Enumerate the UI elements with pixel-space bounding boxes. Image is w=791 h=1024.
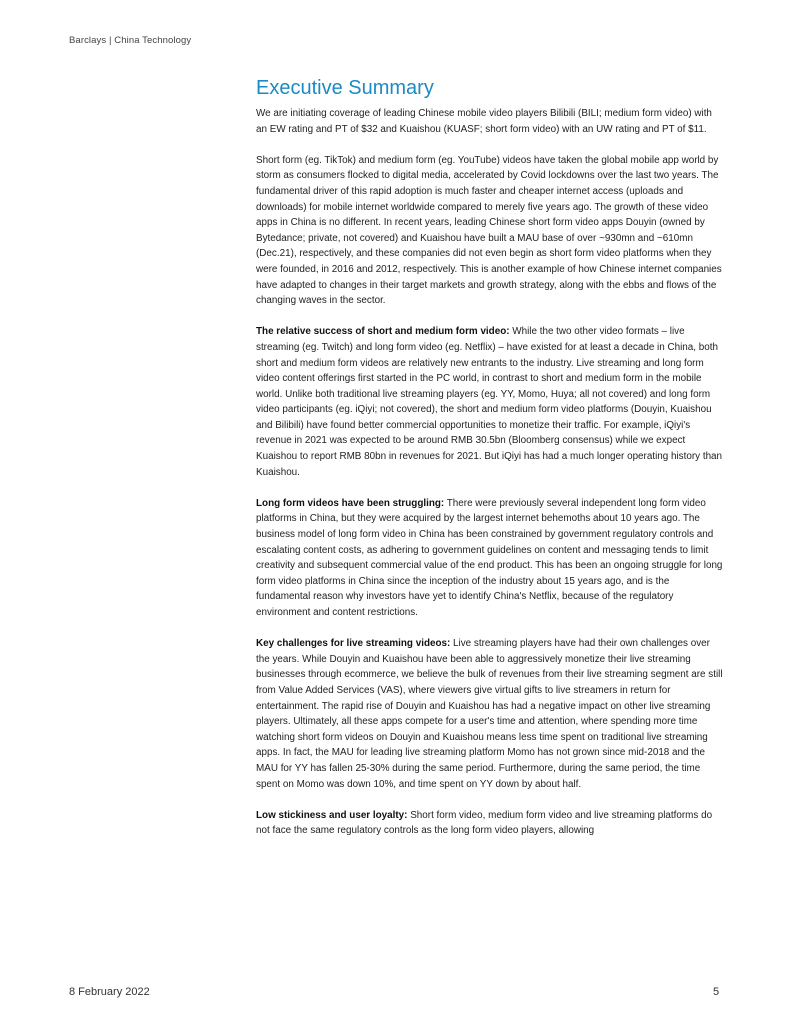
footer-date: 8 February 2022 <box>69 986 150 998</box>
paragraph-text: Live streaming players have had their own challenges over the years. While Douyin and Kuaishou have been able to aggressively monetize their live streaming businesses through ecommerce, we believe the bulk of revenues from their live streaming segment are still from Value Added Services (VAS), where viewers give virtual gifts to live streamers in return for entertainment. The rapid rise of Douyin and Kuaishou has had a negative impact on other live streaming players. Ultimately, all these apps compete for a user's time and attention, where spending more time watching short form videos on Douyin and Kuaishou means less time spent on traditional live streaming apps. In fact, the MAU for leading live streaming platform Momo has not grown since mid-2018 and the MAU for YY has fallen 25-30% during the same period. Furthermore, during the same period, the time spent on Momo was down 10%, and time spent on YY down by about half. <box>256 638 723 790</box>
paragraph-lead: Low stickiness and user loyalty: <box>256 809 408 821</box>
paragraph-intro <box>256 106 724 137</box>
main-content <box>256 76 724 855</box>
paragraph-text: While the two other video formats – live streaming (eg. Twitch) and long form video (eg. Netflix) – have existed for at least a decade in China, both short and medium form videos are relatively new entrants to the industry. Live streaming and long form video content offerings first started in the PC world, in contrast to short and medium form in the mobile world. Unlike both traditional live streaming players (eg. YY, Momo, Huya; all not covered) and long form video participants (eg. iQiyi; not covered), the short and medium form video platforms (Douyin, Kuaishou and Bilibili) have found better commercial opportunities to monetize their traffic. For example, iQiyi's revenue in 2021 was expected to be around RMB 30.5bn (Bloomberg consensus) while we expect Kuaishou to report RMB 80bn in revenues for 2021. But iQiyi has had a much longer operating history than Kuaishou. <box>256 326 723 478</box>
paragraph-text: There were previously several independent long form video platforms in China, but they were acquired by the largest internet behemoths about 10 years ago. The business model of long form video in China has been constrained by government regulatory controls and escalating content costs, as adhering to government guidelines on content and messaging tends to limit creativity and subsequent commercial value of the end product. This has been an ongoing struggle for long form video platforms in China since the inception of the industry about 15 years ago, and is the fundamental reason why investors have yet to identify China's Netflix, because of the regulatory environment and content restrictions. <box>256 497 723 618</box>
paragraph-text: We are initiating coverage of leading Chinese mobile video players Bilibili (BILI; medium form video) with an EW rating and PT of $32 and Kuaishou (KUASF; short form video) with an UW rating and PT of $11. <box>256 108 712 135</box>
paragraph-relative-success <box>256 324 724 480</box>
paragraph-lead: Key challenges for live streaming videos: <box>256 638 451 650</box>
paragraph-lead: Long form videos have been struggling: <box>256 497 445 509</box>
paragraph-long-form <box>256 496 724 621</box>
section-title: Executive Summary <box>256 77 434 99</box>
report-header: Barclays | China Technology <box>69 35 192 46</box>
page-number: 5 <box>713 986 720 998</box>
paragraph-live-streaming <box>256 636 724 792</box>
paragraph-text: Short form video, medium form video and live streaming platforms do not face the same regulatory controls as the long form video players, allowing <box>256 809 713 837</box>
paragraph-lead: The relative success of short and medium form video: <box>256 326 510 338</box>
paragraph-stickiness <box>256 808 724 839</box>
paragraph-text: Short form (eg. TikTok) and medium form (eg. YouTube) videos have taken the global mobile app world by storm as consumers flocked to digital media, accelerated by Covid lockdowns over the last two years. The fundamental driver of this rapid adoption is much faster and cheaper internet access (uploads and downloads) for mobile internet worldwide compared to merely five years ago. The growth of these video apps in China is no different. In recent years, leading Chinese short form video apps Douyin (owned by Bytedance; private, not covered) and Kuaishou have built a MAU base of over ~930mn and ~610mn (Dec.21), respectively, and these companies did not even begin as short form video platforms when they were founded, in 2016 and 2012, respectively. This is another example of how Chinese internet companies have adapted to changes in their target markets and growth strategy, along with the ebbs and flows of the changing waves in the sector. <box>256 154 722 307</box>
paragraph-short-medium-form <box>256 153 724 309</box>
